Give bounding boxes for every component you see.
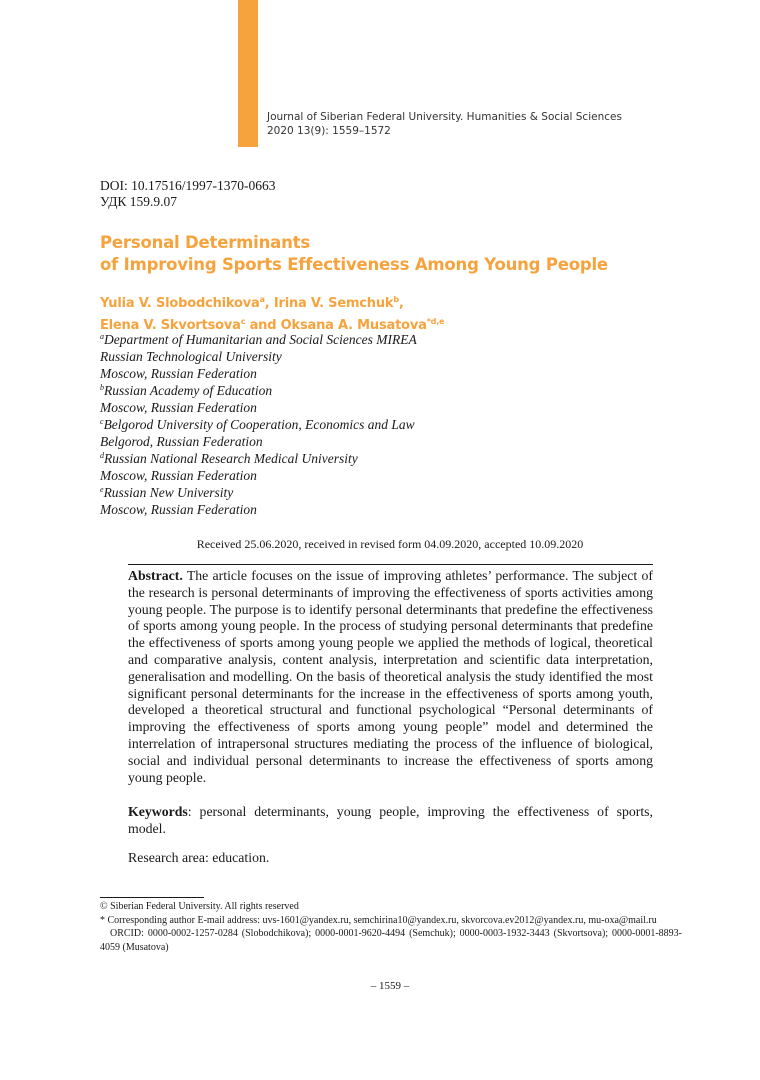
abstract	[128, 568, 653, 786]
abstract-text: The article focuses on the issue of improving athletes’ performance. The subject of the research is personal determinants of improving the effectiveness of sports activities among young people. The purpose is to identify personal determinants that predefine the effectiveness of sports among young people. In the process of studying personal determinants that predefine the effectiveness of sports among young people we applied the methods of logical, theoretical and comparative analysis, content analysis, interpretation and scientific data interpretation, generalisation and modelling. On the basis of theoretical analysis the study identified the most significant personal determinants for the increase in the effectiveness of sports among youth, developed a theoretical structural and functional psychological “Personal determinants of improving the effectiveness of sports among young people” model and determined the interrelation of intrapersonal structures mediating the process of the influence of biological, social and individual personal determinants to increase the effectiveness of sports among young people.	[128, 568, 654, 785]
affiliation-line: Belgorod, Russian Federation	[100, 434, 263, 449]
journal-name: Journal of Siberian Federal University. Humanities & Social Sciences	[267, 111, 622, 123]
abstract-divider	[128, 564, 653, 565]
received-dates: Received 25.06.2020, received in revised form 04.09.2020, accepted 10.09.2020	[196, 537, 584, 551]
title-line-2: of Improving Sports Effectiveness Among Young People	[100, 255, 608, 274]
journal-issue: 2020 13(9): 1559–1572	[267, 125, 391, 137]
page-number: – 1559 –	[370, 980, 410, 992]
journal-accent-bar	[238, 0, 258, 147]
affiliation-line: Moscow, Russian Federation	[100, 502, 257, 517]
affiliation-line: Moscow, Russian Federation	[100, 400, 257, 415]
author-name: Oksana A. Musatova	[280, 318, 427, 333]
author-separator: ,	[264, 296, 274, 311]
abstract-label: Abstract.	[128, 568, 183, 583]
doi: DOI: 10.17516/1997-1370-0663	[100, 178, 276, 193]
author-affil-mark: *d,e	[426, 317, 445, 326]
affiliation-line: $^c$Belgorod University of Cooperation, Economics and Law	[100, 417, 415, 432]
keywords-label: Keywords	[128, 804, 188, 819]
affiliation-line: $^b$Russian Academy of Education	[100, 383, 273, 398]
author-affil-mark: c	[240, 317, 246, 326]
article-title	[100, 232, 608, 276]
affiliation-line: $^a$Department of Humanitarian and Social Sciences MIREA	[100, 332, 417, 347]
affiliations	[100, 331, 417, 518]
udk: УДК 159.9.07	[100, 194, 178, 209]
affiliation-line: Moscow, Russian Federation	[100, 468, 257, 483]
author-name: Yulia V. Slobodchikova	[100, 296, 260, 311]
affiliation-line: $^d$Russian National Research Medical University	[100, 451, 358, 466]
author-name: Elena V. Skvortsova	[100, 318, 241, 333]
footnote-divider	[100, 897, 204, 898]
corresponding-author-note: * Corresponding author E-mail address: uvs-1601@yandex.ru, semchirina10@yandex.ru, skvorcova.ev2012@yandex.ru, mu-oxa@mail.ru	[100, 914, 657, 926]
author-separator: and	[245, 318, 281, 333]
affiliation-line: $^e$Russian New University	[100, 485, 234, 500]
journal-header	[267, 110, 622, 138]
affiliation-line: Moscow, Russian Federation	[100, 366, 257, 381]
author-affil-mark: b	[393, 295, 399, 304]
orcid-note: ORCID: 0000-0002-1257-0284 (Slobodchikova); 0000-0001-9620-4494 (Semchuk); 0000-0003-1932-3443 (Skvortsova); 0000-0001-8893-4059 (Musatova)	[100, 928, 682, 953]
affiliation-line: Russian Technological University	[100, 349, 282, 364]
copyright-note: © Siberian Federal University. All rights reserved	[100, 901, 299, 912]
author-affil-mark: a	[259, 295, 265, 304]
research-area: Research area: education.	[128, 850, 270, 865]
title-line-1: Personal Determinants	[100, 233, 310, 252]
author-line-1	[100, 293, 444, 315]
author-name: Irina V. Semchuk	[273, 296, 394, 311]
article-identifiers	[100, 178, 276, 210]
keywords	[128, 804, 653, 838]
footnotes	[100, 900, 682, 954]
author-separator: ,	[398, 296, 404, 311]
keywords-text: : personal determinants, young people, improving the effectiveness of sports, model.	[128, 804, 653, 836]
